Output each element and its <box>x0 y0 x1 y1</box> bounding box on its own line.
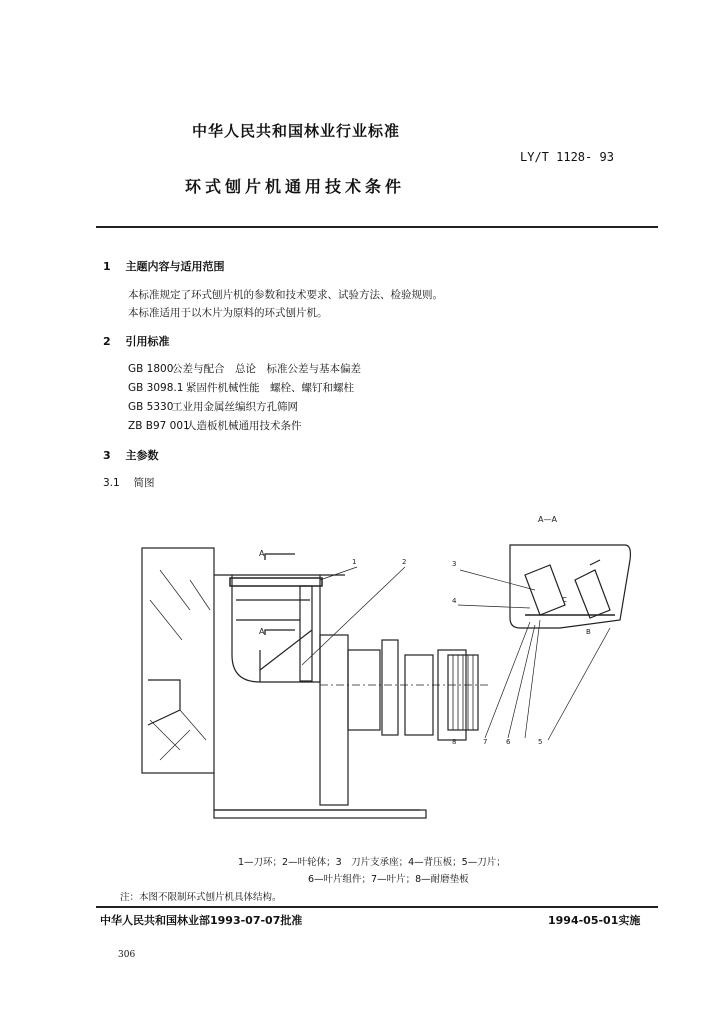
document-title: 环式刨片机通用技术条件 <box>185 177 406 196</box>
section-mark-lower: A <box>259 627 265 636</box>
base-frame <box>214 810 426 818</box>
section-3-heading <box>103 447 159 463</box>
reference-code: GB 1800 <box>128 363 174 375</box>
section-1-line-1: 本标准规定了环式刨片机的参数和技术要求、试验方法、检验规则。 <box>128 289 443 301</box>
section-2-heading <box>103 333 170 349</box>
section-a-a-label: A—A <box>538 515 557 524</box>
section-3-1-title: 简图 <box>133 477 155 489</box>
section-3-number: 3 <box>103 449 111 462</box>
reference-code: GB 5330 <box>128 401 174 413</box>
section-3-title: 主参数 <box>125 449 159 462</box>
knife-holder-left <box>525 565 565 615</box>
section-1-number: 1 <box>103 260 111 273</box>
callout-2: 2 <box>402 558 407 566</box>
reference-title: 紧固件机械性能 螺栓、螺钉和螺柱 <box>186 382 354 394</box>
reference-item <box>128 361 361 376</box>
drive-pulley-left <box>405 655 433 735</box>
housing-hatch <box>150 570 210 760</box>
bearing-seat <box>348 650 380 730</box>
footer-rule <box>96 906 658 908</box>
reference-code: GB 3098.1 <box>128 382 184 394</box>
callout-1: 1 <box>352 558 357 566</box>
reference-item <box>128 399 298 414</box>
standard-code: LY/T 1128- 93 <box>520 150 614 164</box>
belt-sheave-grooves <box>453 655 473 730</box>
section-1-title: 主题内容与适用范围 <box>125 260 225 273</box>
section-1-heading <box>103 258 225 274</box>
knife-holder-right <box>575 570 610 618</box>
housing-opening <box>148 680 180 725</box>
flaker-schematic-drawing <box>120 510 640 835</box>
section-3-1-number: 3.1 <box>103 477 120 489</box>
callout-4: 4 <box>452 597 457 605</box>
pulley-hub <box>382 640 398 735</box>
figure-caption-line-2: 6—叶片组件；7—叶片；8—耐磨垫板 <box>308 874 469 885</box>
drive-pulley-right <box>438 650 466 740</box>
detail-letter-b: B <box>586 628 591 636</box>
figure-caption-line-1: 1—刀环；2—叶轮体；3 刀片支承座；4—背压板；5—刀片； <box>238 857 506 868</box>
section-1-line-2: 本标准适用于以木片为原料的环式刨片机。 <box>128 307 328 319</box>
reference-code: ZB B97 001 <box>128 420 190 432</box>
section-2-title: 引用标准 <box>125 335 170 348</box>
reference-item <box>128 380 354 395</box>
callout-5: 5 <box>538 738 543 746</box>
page-number: 306 <box>118 950 136 960</box>
callout-6: 6 <box>506 738 511 746</box>
section-mark-upper: A <box>259 549 265 558</box>
header-rule <box>96 226 658 228</box>
callout-3: 3 <box>452 560 457 568</box>
detail-letter-c: C <box>562 596 567 604</box>
rotor-housing <box>232 575 320 682</box>
callout-8: 8 <box>452 738 457 746</box>
impeller-diagonal <box>260 630 312 670</box>
bearing-housing <box>320 635 348 805</box>
issuing-organization: 中华人民共和国林业行业标准 <box>192 122 401 140</box>
approval-line: 中华人民共和国林业部1993-07-07批准 <box>100 914 303 927</box>
reference-item <box>128 418 302 433</box>
reference-title: 公差与配合 总论 标准公差与基本偏差 <box>172 363 361 375</box>
knife-ring <box>230 578 322 586</box>
figure-note: 注：本图不限制环式刨片机具体结构。 <box>120 892 282 903</box>
section-3-1-heading <box>103 475 155 490</box>
section-2-number: 2 <box>103 335 111 348</box>
reference-title: 人造板机械通用技术条件 <box>186 420 302 432</box>
housing-front-block <box>142 548 214 773</box>
reference-title: 工业用金属丝编织方孔筛网 <box>172 401 298 413</box>
effective-date: 1994-05-01实施 <box>548 914 641 927</box>
callout-7: 7 <box>483 738 488 746</box>
